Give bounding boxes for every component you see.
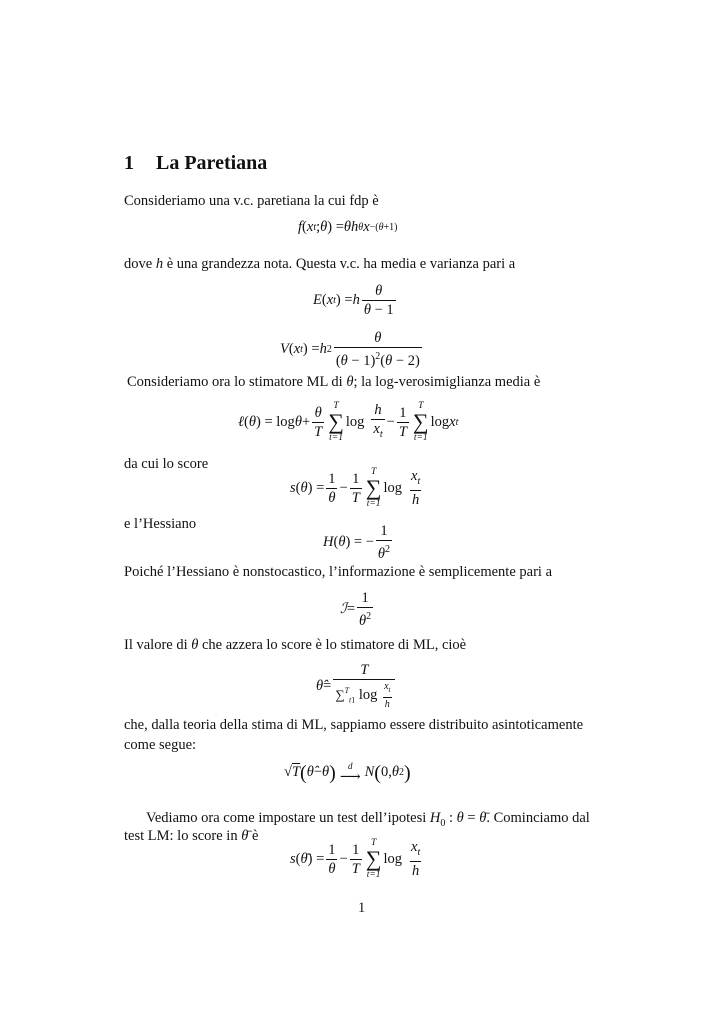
equation-hessian: H ( θ ) = − $\frac{1}{\theta^2}$ xyxy=(323,523,391,562)
equation-mean: E ( x t ) = h $\frac{\theta}{\theta - 1}$ xyxy=(313,283,394,318)
paragraph-lm-test-line2: test LM: lo score in θ̄ è xyxy=(124,828,259,844)
equation-score-restricted: s ( θ̄ ) = $\frac{1}{\theta}$ − $\frac{1}{T}$ T ∑ t=1 log $\frac{x_t}{h}$ xyxy=(290,838,421,880)
equation-loglik: ℓ ( θ ) = log θ + $\frac{\theta}{T}$ T ∑ t=1 log $\frac{h}{x_t}$ − $\frac{1}{T}$ T ∑ t=1 log x t xyxy=(238,401,459,443)
section-title: La Paretiana xyxy=(156,152,268,174)
paragraph-asymptotic-line1: che, dalla teoria della stima di ML, sappiamo essere distribuito asintoticamente xyxy=(124,717,584,733)
paragraph-mean-variance: dove h è una grandezza nota. Questa v.c. ha media e varianza pari a xyxy=(124,256,516,272)
paragraph-asymptotic-line2: come segue: xyxy=(124,737,197,753)
equation-score: s ( θ ) = $\frac{1}{\theta}$ − $\frac{1}{T}$ T ∑ t=1 log $\frac{x_t}{h}$ xyxy=(290,467,421,509)
equation-variance: V ( x t ) = h 2 $\frac{\theta}{(\theta - 1)^2(\theta - 2)}$ xyxy=(280,330,420,369)
page-number: 1 xyxy=(358,900,366,916)
paragraph-ml-estimator: Consideriamo ora lo stimatore ML di θ; la log-verosimiglianza media è xyxy=(127,374,541,390)
paragraph-lm-test-line1: Vediamo ora come impostare un test dell’ipotesi $H_0$ : θ = θ̄. Cominciamo dal xyxy=(146,810,590,829)
equation-pdf: f ( x t ; θ ) = θh θ x −(θ+1) xyxy=(298,219,398,235)
paragraph-information: Poiché l’Hessiano è nonstocastico, l’informazione è semplicemente pari a xyxy=(124,564,553,580)
paragraph-intro: Consideriamo una v.c. paretiana la cui fdp è xyxy=(124,193,379,209)
paragraph-score: da cui lo score xyxy=(124,456,209,472)
equation-ml-estimator: θ̂ = T ∑$^T_{t1}$ log $\frac{x_t}{h}$ xyxy=(316,662,397,710)
section-heading xyxy=(124,152,267,175)
equation-information: ℐ = $\frac{1}{\theta^2}$ xyxy=(340,590,372,629)
paragraph-hessian: e l’Hessiano xyxy=(124,516,197,532)
section-number: 1 xyxy=(124,152,134,174)
paragraph-ml-value: Il valore di θ che azzera lo score è lo stimatore di ML, cioè xyxy=(124,637,467,653)
equation-asymptotic: √T ( θ̂ − θ ) d ⟶ N ( 0, θ 2 ) xyxy=(284,761,411,785)
